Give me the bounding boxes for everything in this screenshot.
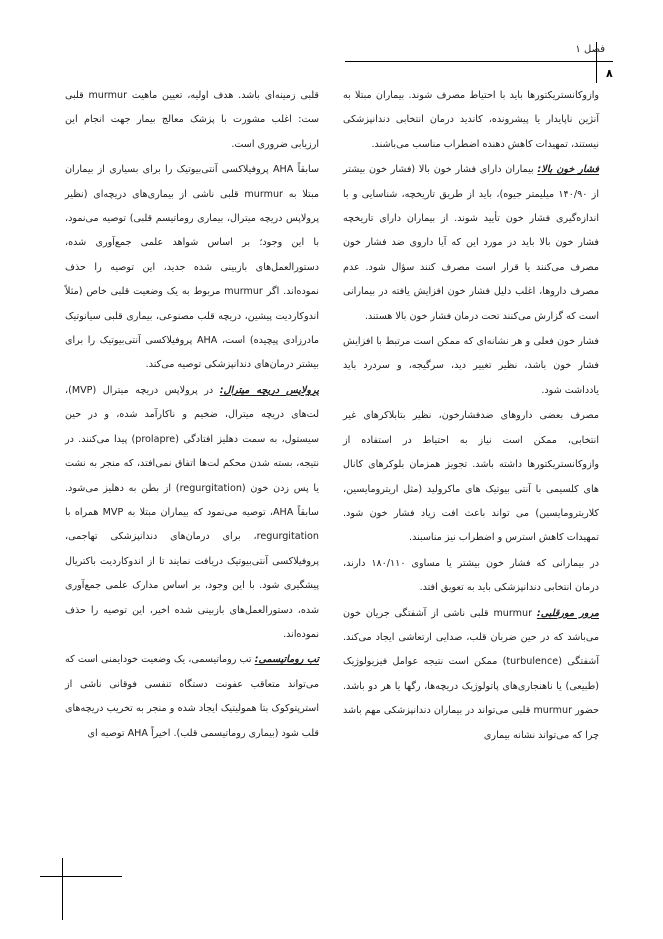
chapter-label: فصل ۱ [575,44,605,55]
paragraph [65,648,319,746]
page-number: ۸ [606,67,613,80]
footer-vertical-rule [62,858,63,920]
paragraph-text: فشار خون فعلی و هر نشانه‌ای که ممکن است مرتبط با افزایش فشار خون باشد، نظیر تغییر دید، سرگیجه، و سردرد باید یادداشت شود. [343,336,599,396]
left-column [65,84,319,746]
paragraph [343,404,599,550]
header-horizontal-rule [345,61,613,62]
footer-horizontal-rule [40,876,122,877]
paragraph [343,158,599,329]
paragraph [343,602,599,748]
paragraph [65,158,319,378]
paragraph [65,379,319,647]
paragraph-text: وازوکانستریکتورها باید با احتیاط مصرف شوند. بیماران مبتلا به آنژین ناپایدار یا پیشرونده، کاندید درمان انتخابی دندانپزشکی نیستند، تمهیدات کاهش دهنده اضطراب مناسب می‌باشند. [343,90,599,150]
section-heading: پرولاپس دریچه میترال: [219,384,319,396]
right-column [343,84,599,748]
paragraph-text: در بیمارانی که فشار خون بیشتر یا مساوی ۱۸۰/۱۱۰ دارند، درمان انتخابی دندانپزشکی باید به تعویق افتد. [343,557,599,594]
paragraph-text: سابقاً AHA پروفیلاکسی آنتی‌بیوتیک را برای بسیاری از بیماران مبتلا به murmur قلبی ناشی از بیماری‌های دریچه‌ای (نظیر پرولاپس دریچه میترال، بیماری روماتیسم قلبی) توصیه می‌نمود، با این وجود؛ بر اساس شواهد علمی جمع‌آوری شده، دستورالعمل‌های بازبینی شده جدید، این توصیه را حذف نموده‌اند. اگر murmur مربوط به یک وضعیت قلبی خاص (مثلاً اندوکاردیت پیشین، دریچه قلب مصنوعی، بیماری قلبی سیانوتیک مادرزادی پیچیده) است، AHA پروفیلاکسی آنتی‌بیوتیک را برای بیشتر درمان‌های دندانپزشکی توصیه می‌کند. [65,164,320,371]
paragraph-text: مصرف بعضی داروهای ضدفشارخون، نظیر بتابلاکرهای غیر انتخابی، ممکن است نیاز به احتیاط در استفاده از وازوکانستریکتورها داشته باشد. تجویز همزمان بلوکرهای کانال های کلسیمی با آنتی بیوتیک های ماکرولید (مثل اریترومایسین، کلاریترومایسین) می تواند باعث افت زیاد فشار خون شود. تمهیدات کاهش استرس و اضطراب نیز مناسبند. [343,410,599,544]
paragraph [343,552,599,601]
paragraph-text: قلبی زمینه‌ای باشد. هدف اولیه، تعیین ماهیت murmur قلبی ست: اغلب مشورت با پزشک معالج بیمار جهت انجام این ارزیابی ضروری است. [65,90,320,150]
paragraph-text: در پرولاپس دریچه میترال (MVP)، لت‌های دریچه میترال، ضخیم و ناکارآمد شده، و در حین سیستول، به سمت دهلیز افتادگی (prolapre) پیدا می‌کنند. در نتیجه، بسته شدن محکم لت‌ها اتفاق نمی‌افتد، که منجر به نشت یا پس زدن خون (regurgitation) از بطن به دهلیز می‌شود. سابقاً AHA، توصیه می‌نمود که بیماران مبتلا به MVP همراه با regurgitation، برای درمان‌های دندانپزشکی تهاجمی، پروفیلاکسی آنتی‌بیوتیک دریافت نمایند تا از اندوکاردیت باکتریال پیشگیری شود. با این وجود، بر اساس مدارک علمی جمع‌آوری شده، دستورالعمل‌های بازبینی شده اخیر، این توصیه را حذف نموده‌اند. [65,384,320,640]
paragraph-text: تب روماتیسمی، یک وضعیت خودایمنی است که می‌تواند متعاقب عفونت دستگاه تنفسی فوقانی ناشی از استرپتوکوک بتا همولیتیک ایجاد شده و منجر به تخریب دریچه‌های قلب شود (بیماری روماتیسمی قلب). اخیراً AHA توصیه ای [65,654,319,739]
paragraph-text: بیماران دارای فشار خون بالا (فشار خون بیشتر از ۱۴۰/۹۰ میلیمتر جیوه)، باید از طریق تاریخچه، شناسایی و با اندازه‌گیری فشار خون تأیید شوند. از بیماران دارای تاریخچه فشار خون بالا باید در مورد این که آیا داروی ضد فشار خون مصرف می‌کنند یا قرار است مصرف کنند سؤال شود. عدم مصرف داروها، اغلب دلیل فشار خون افزایش یافته در بیمارانی است که گزارش می‌کنند تحت درمان فشار خون بالا هستند. [343,164,599,322]
section-heading: مرور مورقلبی: [536,607,599,619]
section-heading: فشار خون بالا: [537,164,599,176]
paragraph-text: murmur قلبی ناشی از آشفتگی جریان خون می‌باشد که در حین ضربان قلب، صدایی ارتعاشی ایجاد می‌کند. آشفتگی (turbulence) ممکن است نتیجه عوامل فیزیولوژیک (طبیعی) یا ناهنجاری‌های پاتولوژیک دریچه‌ها، رگها یا هر دو باشد. حضور murmur قلبی می‌تواند در بیماران دندانپزشکی مهم باشد چرا که می‌تواند نشانه بیماری [343,607,600,741]
paragraph [343,330,599,403]
paragraph [65,84,319,157]
paragraph [343,84,599,157]
section-heading: تب روماتیسمی: [254,654,319,666]
